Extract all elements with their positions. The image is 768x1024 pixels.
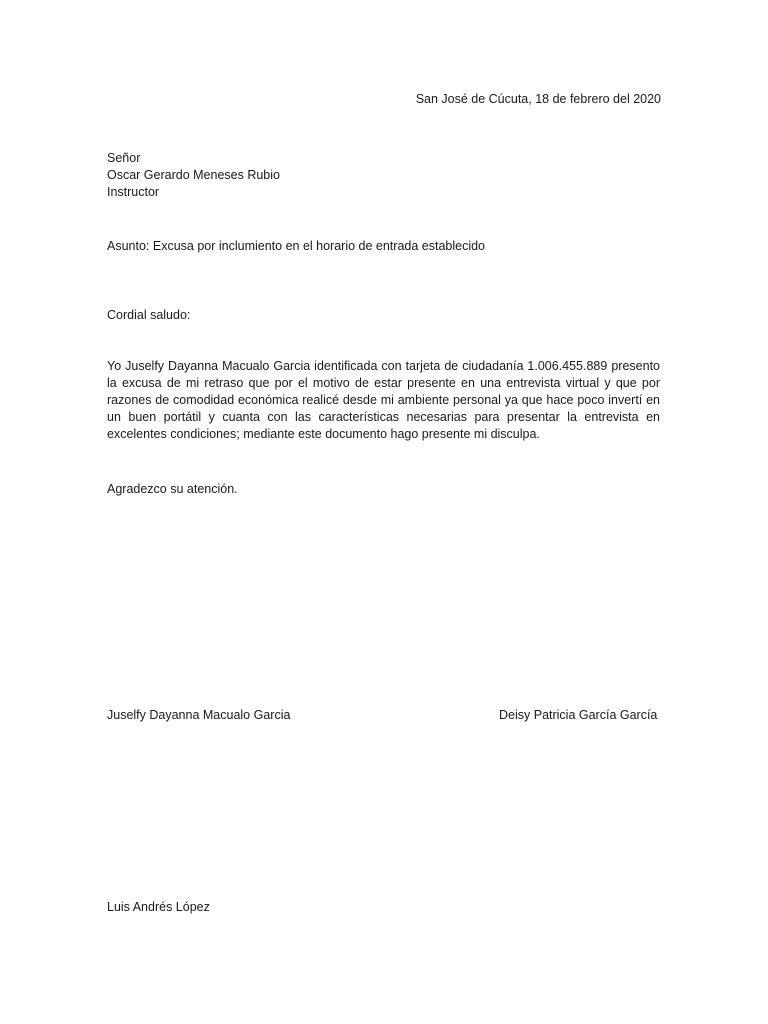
subject-line: Asunto: Excusa por inclumiento en el horario de entrada establecido: [107, 239, 486, 253]
closing-line: Agradezco su atención.: [107, 482, 238, 496]
body-paragraph: Yo Juselfy Dayanna Macualo Garcia identificada con tarjeta de ciudadanía 1.006.455.889 presento la excusa de mi retraso que por el motivo de estar presente en una entrevista virtual y que por razones de comodidad económica realicé desde mi ambiente personal ya que hace poco invertí en un buen portátil y cuanta con las características necesarias para presentar la entrevista en excelentes condiciones; mediante este documento hago presente mi disculpa.: [107, 359, 660, 441]
recipient-block: [107, 150, 280, 201]
greeting: Cordial saludo:: [107, 308, 191, 322]
recipient-role: Instructor: [107, 185, 160, 199]
signature-name-left: Juselfy Dayanna Macualo Garcia: [107, 708, 291, 722]
signature-name-bottom: Luis Andrés López: [107, 900, 210, 914]
recipient-salutation-title: Señor: [107, 151, 141, 165]
date-line: San José de Cúcuta, 18 de febrero del 2020: [415, 92, 661, 106]
recipient-name: Oscar Gerardo Meneses Rubio: [107, 168, 280, 182]
signature-name-right: Deisy Patricia García García: [499, 708, 658, 722]
